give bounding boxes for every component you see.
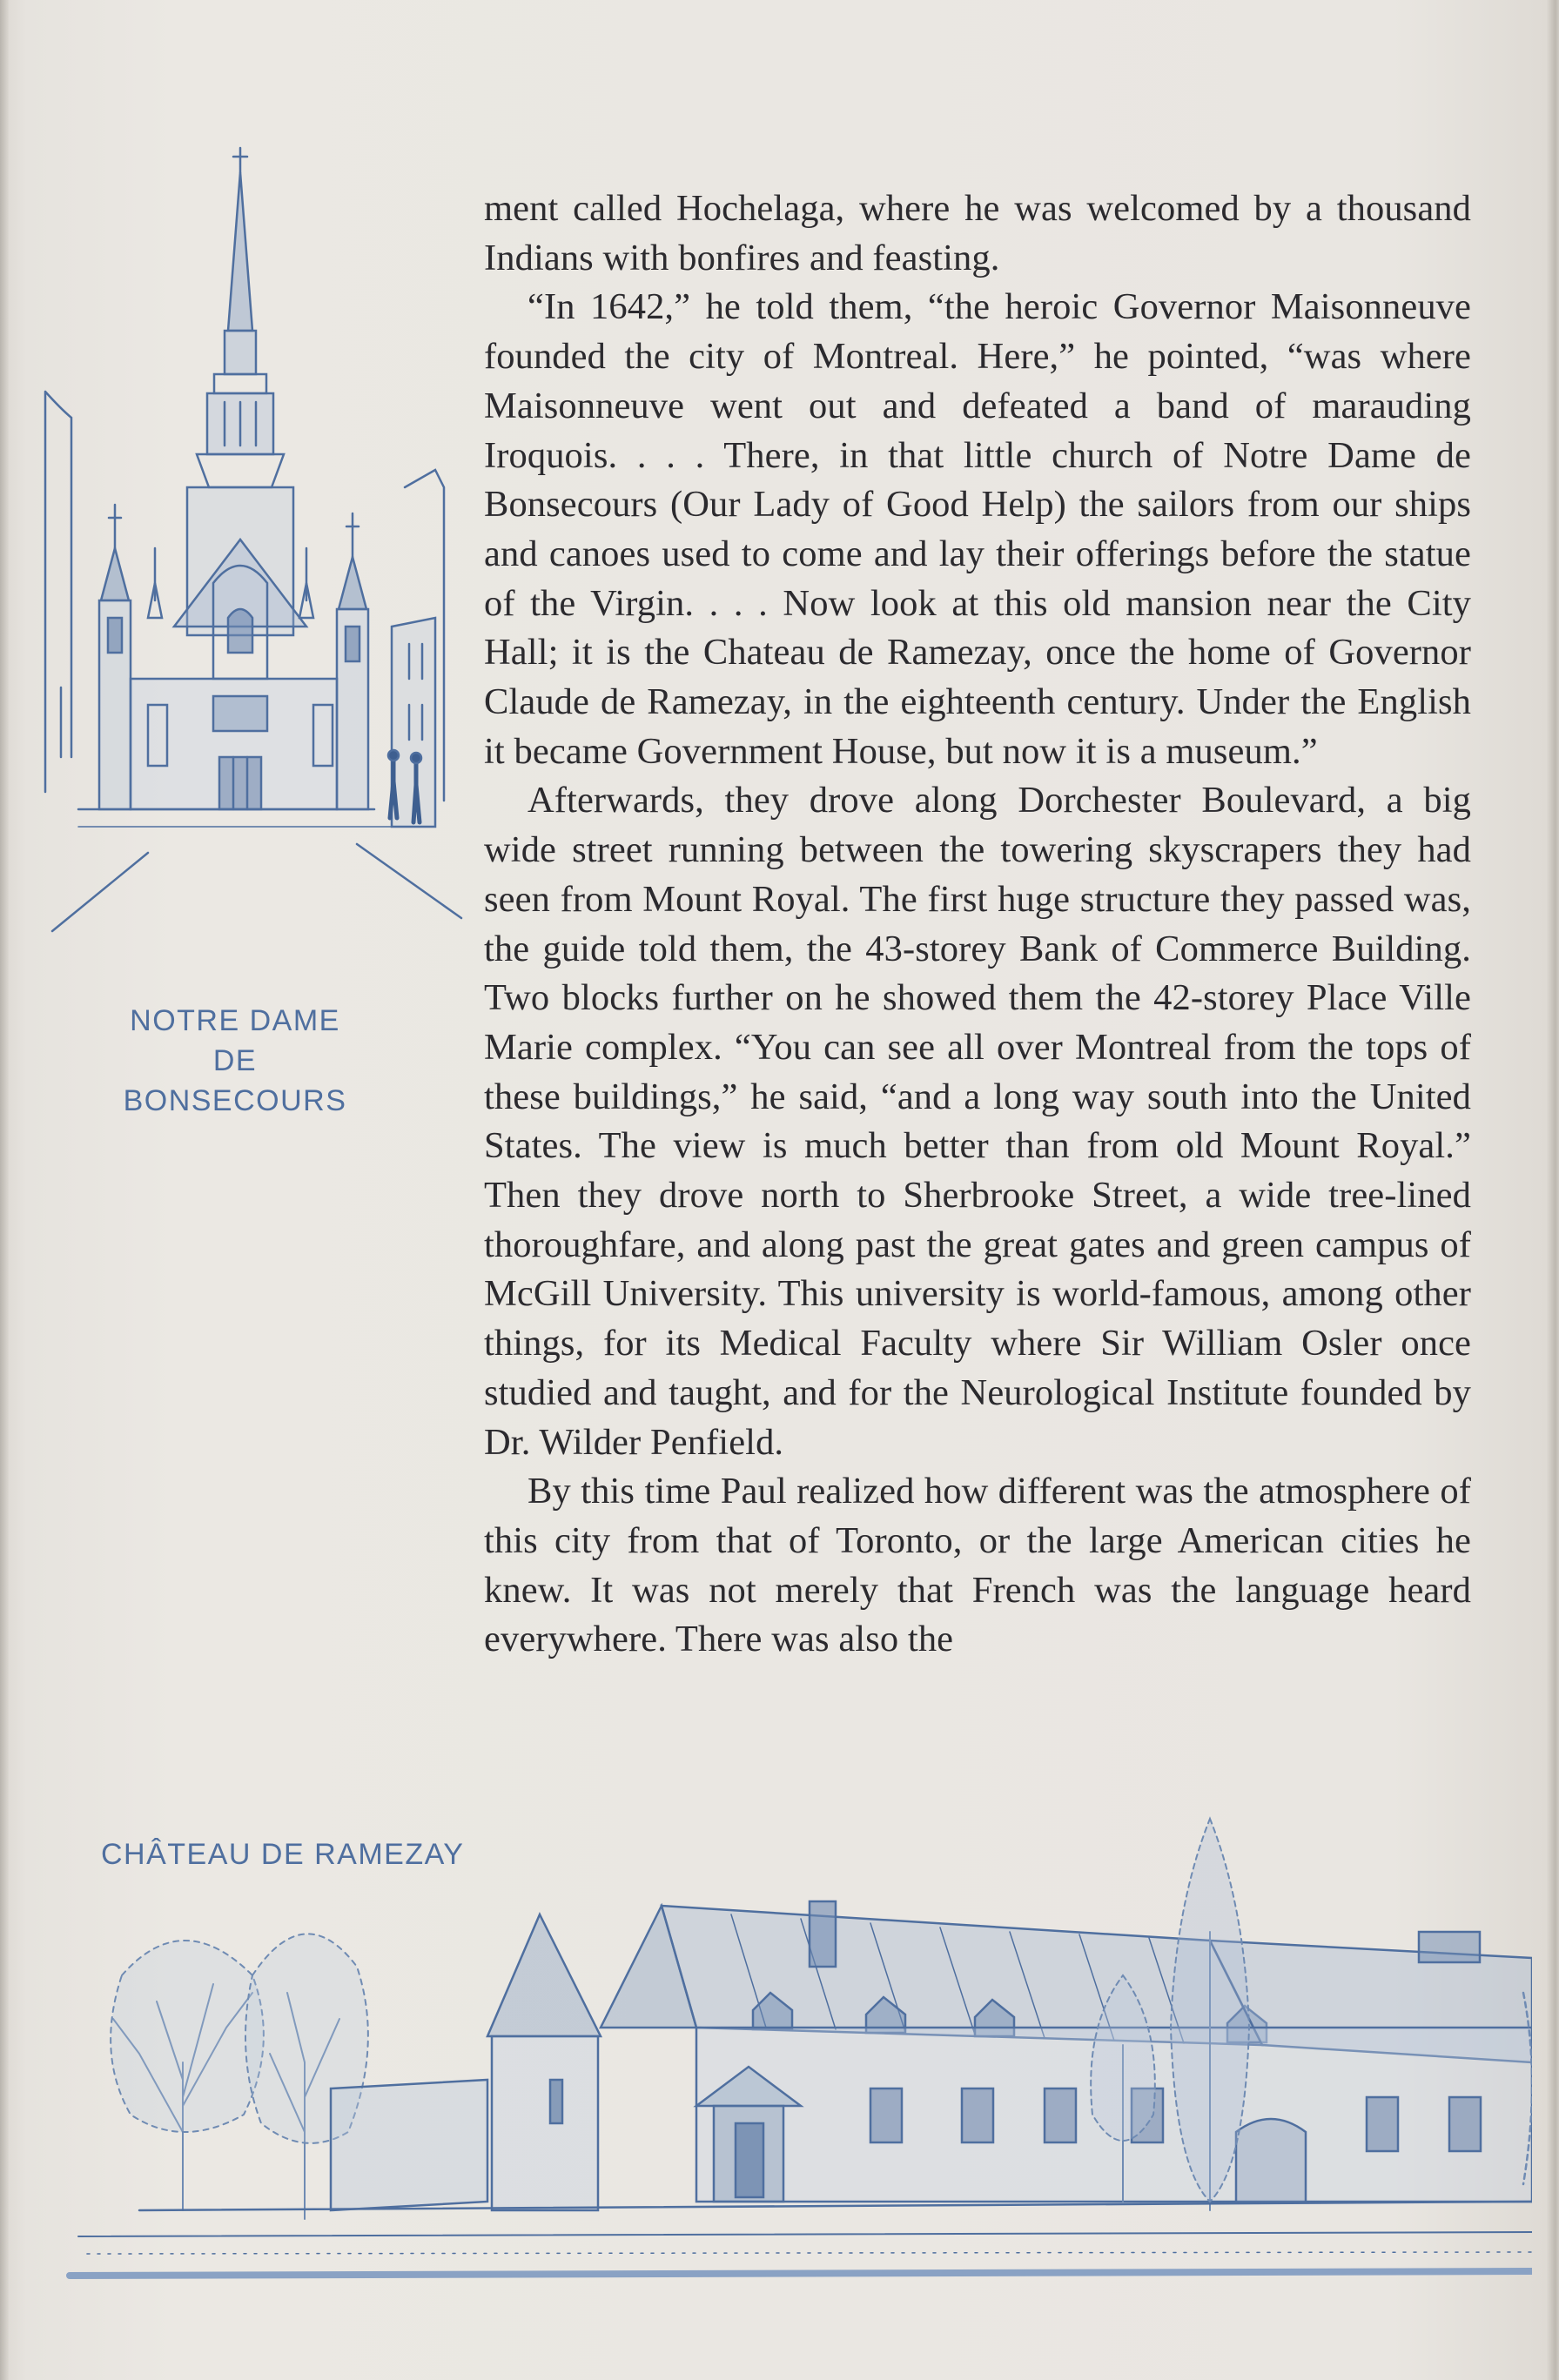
page-gutter-shadow bbox=[0, 0, 9, 2380]
page-edge bbox=[1547, 0, 1559, 2380]
paragraph: ment called Hochelaga, where he was welcomed by a thousand Indians with bonfires and feasting. bbox=[484, 188, 1471, 278]
chateau-caption: CHÂTEAU DE RAMEZAY bbox=[101, 1838, 465, 1871]
church-caption-line-1: NOTRE DAME bbox=[130, 1004, 340, 1037]
church-caption bbox=[104, 1001, 366, 1121]
chateau-de-ramezay-illustration bbox=[52, 1801, 1532, 2289]
church-caption-line-2: DE bbox=[212, 1044, 258, 1077]
body-text bbox=[484, 184, 1471, 1665]
paragraph: Afterwards, they drove along Dorchester Boulevard, a big wide street running between the towering skyscrapers they had seen from Mount Royal. The first huge structure they passed was, the guide told them, the 43-storey Bank of Commerce Building. Two blocks further on he showed them the 42-storey Place Ville Marie complex. “You can see all over Montreal from the tops of these buildings,” he said, “and a long way south into the United States. The view is much better than from old Mount Royal.” Then they drove north to Sherbrooke Street, a wide tree-lined thoroughfare, and along past the great gates and green campus of McGill University. This university is world-famous, among other things, for its Medical Faculty where Sir William Osler once studied and taught, and for the Neurological Institute founded by Dr. Wilder Penfield. bbox=[484, 780, 1471, 1463]
church-caption-line-3: BONSECOURS bbox=[123, 1084, 347, 1117]
paragraph: “In 1642,” he told them, “the heroic Governor Maisonneuve founded the city of Montreal. Here,” he pointed, “was where Maisonneuve went out and defeated a band of marauding Iroquois. . . . There, in that little church of Notre Dame de Bonsecours (Our Lady of Good Help) the sailors from our ships and canoes used to come and lay their offerings before the statue of the Virgin. . . . Now look at this old mansion near the City Hall; it is the Chateau de Ramezay, once the home of Governor Claude de Ramezay, in the eighteenth century. Under the English it became Government House, but now it is a museum.” bbox=[484, 286, 1471, 772]
paragraph: By this time Paul realized how different was the atmosphere of this city from that of Toronto, or the large American cities he knew. It was not merely that French was the language heard everywhere. There was also the bbox=[484, 1471, 1471, 1660]
notre-dame-de-bonsecours-illustration bbox=[26, 131, 479, 983]
